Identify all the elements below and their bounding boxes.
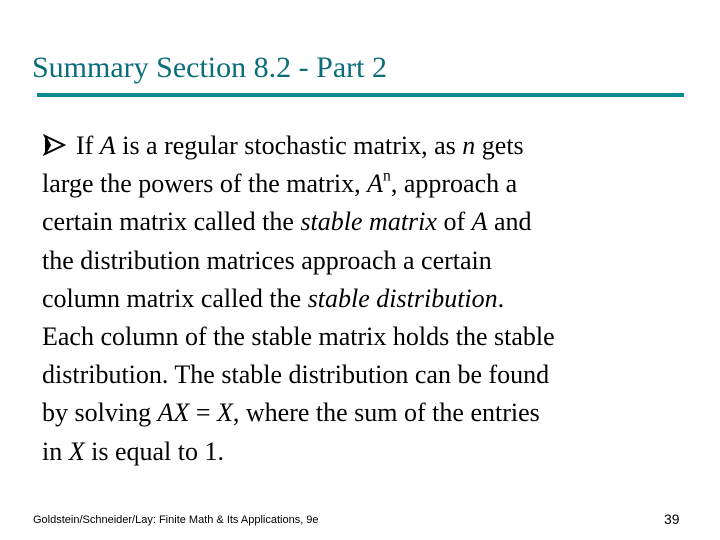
- bullet-text: is equal to 1.: [84, 436, 224, 466]
- emphasis: stable matrix: [300, 207, 437, 237]
- title-underline: [37, 93, 684, 97]
- exponent: n: [383, 167, 391, 185]
- bullet-text: by solving: [42, 398, 158, 428]
- variable: n: [462, 131, 476, 160]
- bullet-text: is a regular stochastic matrix, as: [115, 131, 463, 160]
- arrow-bullet-icon: [42, 134, 66, 156]
- bullet-line-9: [42, 433, 682, 471]
- bullet-text: of: [436, 207, 472, 237]
- bullet-text: , approach a: [390, 169, 518, 199]
- variable: A: [367, 169, 384, 199]
- variable: A: [99, 131, 116, 160]
- variable: X: [217, 398, 233, 428]
- variable: A: [471, 207, 488, 237]
- variable: AX: [157, 398, 190, 428]
- bullet-text: gets: [475, 131, 524, 160]
- bullet-text: in: [42, 436, 69, 466]
- page-number: 39: [664, 511, 680, 527]
- bullet-line-1: [42, 127, 682, 165]
- emphasis: stable distribution: [307, 283, 498, 313]
- bullet-line-5: [42, 280, 682, 318]
- bullet-text: large the powers of the matrix,: [42, 169, 368, 199]
- footer-citation: Goldstein/Schneider/Lay: Finite Math & Its Applications, 9e: [33, 514, 319, 526]
- bullet-text: certain matrix called the: [42, 207, 301, 237]
- bullet-line-3: [42, 203, 682, 241]
- bullet-line-4: the distribution matrices approach a certain: [42, 245, 492, 275]
- bullet-text: =: [189, 398, 218, 428]
- bullet-text: If: [76, 131, 100, 160]
- bullet-paragraph: [42, 127, 682, 471]
- bullet-line-6: Each column of the stable matrix holds the stable: [42, 322, 555, 352]
- bullet-text: , where the sum of the entries: [232, 398, 540, 428]
- bullet-line-7: distribution. The stable distribution can be found: [42, 360, 550, 390]
- bullet-line-2: [42, 165, 682, 203]
- variable: X: [68, 436, 85, 466]
- bullet-text: column matrix called the: [42, 283, 308, 313]
- bullet-text: .: [497, 283, 505, 313]
- bullet-line-8: [42, 394, 682, 432]
- slide-title: Summary Section 8.2 - Part 2: [32, 51, 387, 84]
- bullet-text: and: [487, 207, 532, 237]
